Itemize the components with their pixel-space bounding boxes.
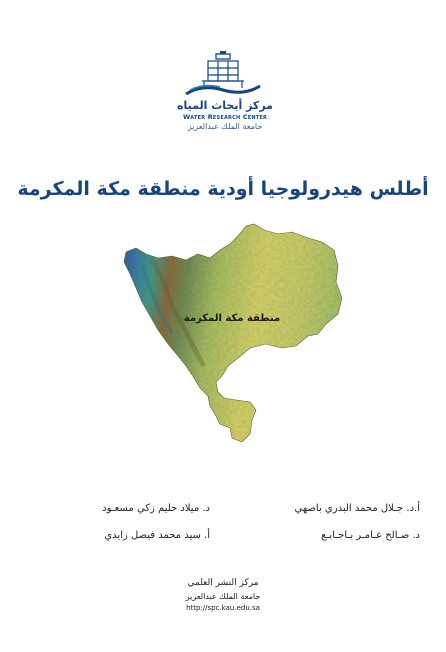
center-name-english: Water Research Center	[182, 113, 268, 121]
makkah-region-map	[112, 220, 352, 460]
publisher-university: جامعة الملك عبدالعزيز	[185, 592, 261, 601]
center-name-arabic: مركز أبحاث المياه	[177, 99, 273, 112]
author-2: د. ميلاد حليم زكي مسعـود	[102, 503, 210, 514]
publisher-url: http://spc.kau.edu.sa	[186, 604, 260, 612]
publisher-name: مركز النشر العلمي	[187, 578, 259, 588]
atlas-title: أطلس هيدرولوجيا أودية منطقة مكة المكرمة	[17, 178, 429, 200]
university-name: جامعة الملك عبدالعزيز	[187, 122, 263, 131]
author-3: د. صـالح عـامـر بـاجـابـع	[321, 530, 420, 541]
map-region-label: منطقة مكة المكرمة	[183, 313, 281, 324]
author-4: أ. سيد محمد فيصل زايدي	[104, 530, 210, 541]
author-1: أ.د. جـلال محمد البدري باصهي	[294, 503, 420, 514]
